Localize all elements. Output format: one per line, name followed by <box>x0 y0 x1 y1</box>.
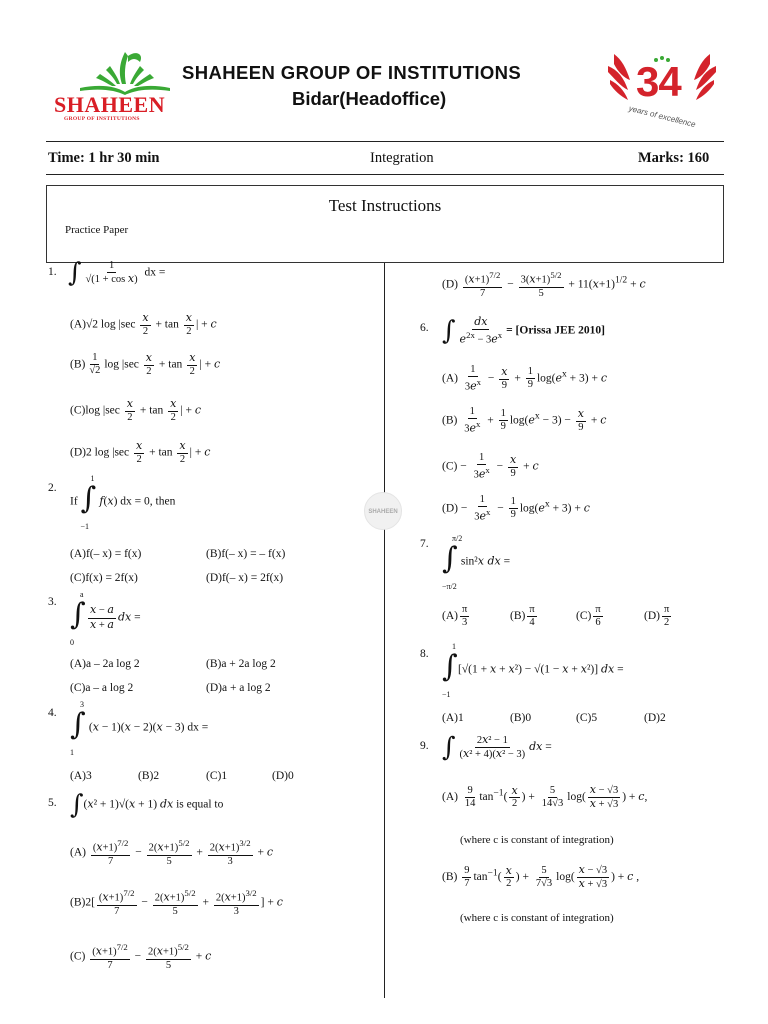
q5-option-a: (A) $\frac{(x+1)^{7/2}}{7}$ − $\frac{2(x+1)^{5/2}}{5}$ + $\frac{2(x+1)^{3/2}}{3}$ + c <box>70 838 273 867</box>
q3-option-d: (D)a + a log 2 <box>206 682 271 694</box>
q3-option-a: (A)a – 2a log 2 <box>70 658 140 670</box>
q1-option-b: (B) $\frac{1}{√2}$ log |sec $\frac{x}{2}$ + tan $\frac{x}{2}$ | + c <box>70 351 221 377</box>
q4-option-c: (C)1 <box>206 770 228 782</box>
header-rule-top <box>46 141 724 142</box>
marks-label: Marks: 160 <box>638 150 710 166</box>
q7-option-d: (D) $\frac{\pi}{2}$ <box>644 604 670 629</box>
q4-option-b: (B)2 <box>138 770 160 782</box>
q1-stem: ∫ $\frac{1}{\text{√(1 + cos x)}}$ dx = <box>68 258 166 289</box>
q8-option-c: (C)5 <box>576 712 598 724</box>
q8-option-a: (A)1 <box>442 712 464 724</box>
badge-caption: years of excellence <box>627 103 697 130</box>
q2-number: 2. <box>48 482 57 494</box>
column-divider <box>384 263 385 998</box>
q4-number: 4. <box>48 707 57 719</box>
q8-option-b: (B)0 <box>510 712 532 724</box>
instructions-box <box>46 185 724 263</box>
q6-option-c: (C) − $\frac{1}{3e^x}$ − $\frac{x}{9}$ + c <box>442 452 539 481</box>
q6-option-b: (B) $\frac{1}{3e^x}$ + $\frac{1}{9}$ $\log(e^x - 3)$ − $\frac{x}{9}$ + c <box>442 406 607 435</box>
q2-option-d: (D)f(– x) = 2f(x) <box>206 572 284 584</box>
q7-stem: ∫ π/2 −π/2 sin²x dx = <box>442 534 511 592</box>
brand-subtitle: GROUP OF INSTITUTIONS <box>64 116 140 122</box>
q5-option-d: (D) $\frac{(x+1)^{7/2}}{7}$ − $\frac{3(x+1)^{5/2}}{5}$ + $11(x+1)^{1/2} + c$ <box>442 270 646 299</box>
instructions-subtitle: Practice Paper <box>65 224 129 236</box>
q5-number: 5. <box>48 797 57 809</box>
q8-stem: ∫ 1 −1 [√(1 + x + x²) − √(1 − x + x²)] dx = <box>442 642 624 700</box>
q4-stem: ∫ 3 1 (x − 1)(x − 2)(x − 3) dx = <box>70 700 209 758</box>
brand-name: SHAHEEN <box>54 92 166 117</box>
q7-option-a: (A) $\frac{\pi}{3}$ <box>442 604 468 629</box>
q6-stem: ∫ $\frac{dx}{e^{2x} - 3e^x}$ = [Orissa JEE 2010] <box>442 315 605 347</box>
q5-stem: ∫(x² + 1)√(x + 1) dx is equal to <box>70 790 224 820</box>
q4-option-d: (D)0 <box>272 770 294 782</box>
q1-number: 1. <box>48 266 57 278</box>
q2-option-b: (B)f(– x) = – f(x) <box>206 548 286 560</box>
q2-stem: If ∫ 1 −1 f(x) dx = 0, then <box>70 474 176 532</box>
q9-note-b: (where c is constant of integration) <box>460 912 614 924</box>
q6-number: 6. <box>420 322 429 334</box>
institution-title: SHAHEEN GROUP OF INSTITUTIONS <box>182 62 522 83</box>
q3-option-c: (C)a – a log 2 <box>70 682 134 694</box>
q5-option-c: (C) $\frac{(x+1)^{7/2}}{7}$ − $\frac{2(x+1)^{5/2}}{5}$ + c <box>70 942 212 971</box>
time-label: Time: 1 hr 30 min <box>48 150 160 166</box>
q2-option-c: (C)f(x) = 2f(x) <box>70 572 138 584</box>
q2-option-a: (A)f(– x) = f(x) <box>70 548 142 560</box>
q6-option-a: (A) $\frac{1}{3e^x}$ − $\frac{x}{9}$ + $\frac{1}{9}$ $\log(e^x + 3) + c$ <box>442 364 608 393</box>
institution-subtitle: Bidar(Headoffice) <box>292 88 447 109</box>
q5-option-b: (B)2[ $\frac{(x+1)^{7/2}}{7}$ − $\frac{2(x+1)^{5/2}}{5}$ + $\frac{2(x+1)^{3/2}}{3}$ ] + c <box>70 888 283 917</box>
q9-option-a: (A) $\frac{9}{14}$ $\tan^{-1}$( $\frac{x}{2}$ ) + $\frac{5}{14√3}$ log( $\frac{x - √3}{x + √3}$ ) + c, <box>442 783 648 811</box>
q1-option-d: (D)2 log |sec $\frac{x}{2}$ + tan $\frac{x}{2}$ | + c <box>70 439 211 465</box>
q8-option-d: (D)2 <box>644 712 666 724</box>
q1-option-c: (C)log |sec $\frac{x}{2}$ + tan $\frac{x}{2}$ | + c <box>70 397 202 423</box>
q9-option-b: (B) $\frac{9}{7}$ $\tan^{-1}$( $\frac{x}{2}$ ) + $\frac{5}{7√3}$ log( $\frac{x - √3}{x + √3}$ ) + c , <box>442 863 640 891</box>
q3-number: 3. <box>48 596 57 608</box>
q3-option-b: (B)a + 2a log 2 <box>206 658 276 670</box>
q7-number: 7. <box>420 538 429 550</box>
q9-note-a: (where c is constant of integration) <box>460 834 614 846</box>
q1-option-a: (A)√2 log |sec $\frac{x}{2}$ + tan $\frac{x}{2}$ | + c <box>70 311 217 337</box>
q3-stem: ∫ a 0 $\frac{x - a}{x + a}$ dx = <box>70 590 141 648</box>
badge-number: 34 <box>636 58 681 105</box>
header-rule-bottom <box>46 174 724 175</box>
subject-label: Integration <box>370 150 434 166</box>
q7-option-c: (C) $\frac{\pi}{6}$ <box>576 604 601 629</box>
q4-option-a: (A)3 <box>70 770 92 782</box>
q9-stem: ∫ $\frac{\text{2x² − 1}}{\text{(x² + 4)(x² − 3)}}$ dx = <box>442 732 552 763</box>
q7-option-b: (B) $\frac{\pi}{4}$ <box>510 604 535 629</box>
instructions-title: Test Instructions <box>328 196 442 215</box>
q8-number: 8. <box>420 648 429 660</box>
shaheen-logo <box>70 44 180 96</box>
q6-option-d: (D) − $\frac{1}{3e^x}$ − $\frac{1}{9}$ $\log(e^x + 3) + c$ <box>442 494 590 523</box>
watermark-logo: SHAHEEN <box>364 492 402 530</box>
q9-number: 9. <box>420 740 429 752</box>
